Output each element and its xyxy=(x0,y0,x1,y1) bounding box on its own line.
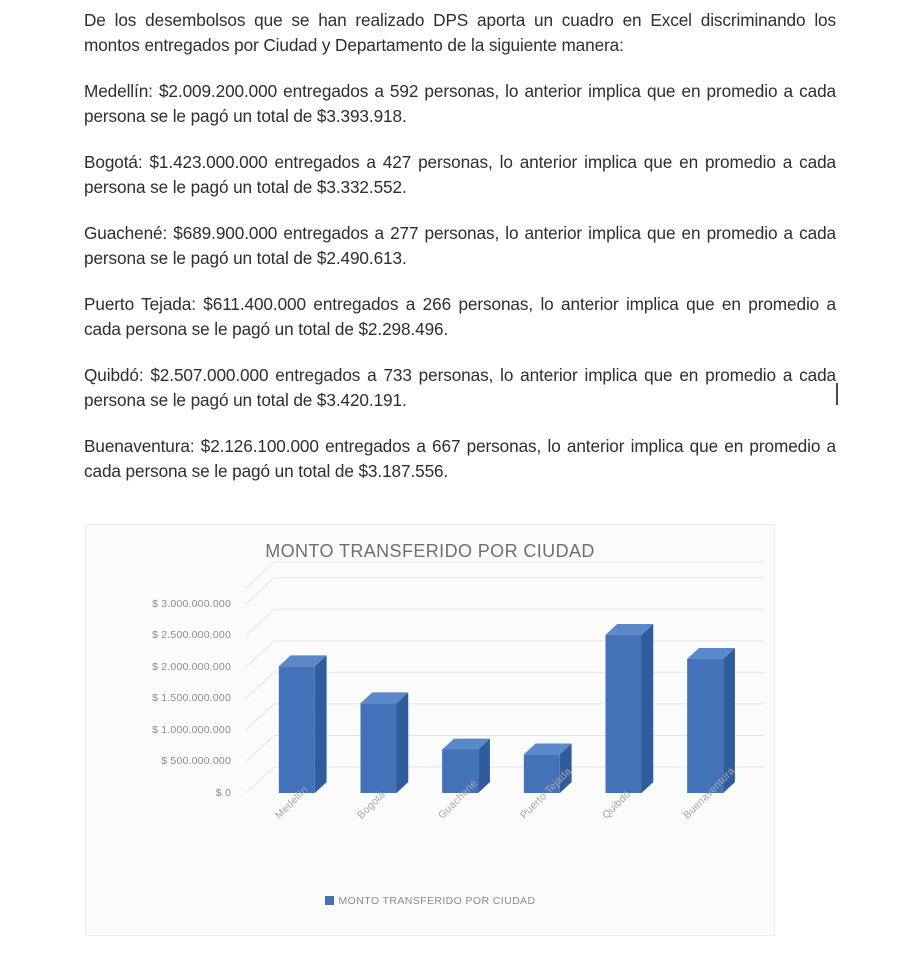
x-axis-tick-label: Medellín xyxy=(272,783,311,822)
legend-label: MONTO TRANSFERIDO POR CIUDAD xyxy=(338,895,536,907)
paragraph-buenaventura: Buenaventura: $2.126.100.000 entregados a 667 personas, lo anterior implica que en promedio a cada persona se le pagó un total de $3.187.556. xyxy=(84,436,836,481)
chart-x-axis xyxy=(86,525,775,936)
legend-swatch-icon xyxy=(325,896,334,905)
paragraph-quibdo xyxy=(84,363,836,413)
paragraph-bogota: Bogotá: $1.423.000.000 entregados a 427 personas, lo anterior implica que en promedio a cada persona se le pagó un total de $3.332.552. xyxy=(84,152,836,197)
x-axis-tick-label: Puerto Tejada xyxy=(517,765,574,822)
x-axis-tick-label: Buenaventura xyxy=(681,765,738,822)
text-caret xyxy=(836,383,838,405)
x-axis-tick-label: Guachené xyxy=(436,777,481,822)
y-axis-tick-label: $ 1.000.000.000 xyxy=(152,723,231,736)
document-body xyxy=(84,8,836,484)
y-axis-tick-label: $ 500.000.000 xyxy=(161,755,231,768)
y-axis-tick-label: $ 3.000.000.000 xyxy=(152,597,231,610)
x-axis-tick-label: Quibdó xyxy=(599,788,633,822)
y-axis-tick-label: $ 2.000.000.000 xyxy=(152,660,231,673)
paragraph-guachene: Guachené: $689.900.000 entregados a 277 personas, lo anterior implica que en promedio a cada persona se le pagó un total de $2.490.613. xyxy=(84,223,836,268)
y-axis-tick-label: $ 0 xyxy=(215,787,231,799)
paragraph-quibdo-text: Quibdó: $2.507.000.000 entregados a 733 personas, lo anterior implica que en promedio a cada persona se le pagó un total de $3.420.191. xyxy=(84,365,836,410)
paragraph-intro: De los desembolsos que se han realizado DPS aporta un cuadro en Excel discriminando los montos entregados por Ciudad y Departamento de la siguiente manera: xyxy=(84,10,836,55)
paragraph-medellin: Medellín: $2.009.200.000 entregados a 592 personas, lo anterior implica que en promedio a cada persona se le pagó un total de $3.393.918. xyxy=(84,81,836,126)
chart-title: MONTO TRANSFERIDO POR CIUDAD xyxy=(265,541,595,561)
paragraph-puerto-tejada: Puerto Tejada: $611.400.000 entregados a 266 personas, lo anterior implica que en promedio a cada persona se le pagó un total de $2.298.496. xyxy=(84,294,836,339)
y-axis-tick-label: $ 2.500.000.000 xyxy=(152,629,231,642)
x-axis-tick-label: Bogotá xyxy=(354,788,388,822)
chart-container xyxy=(85,524,775,936)
y-axis-tick-label: $ 1.500.000.000 xyxy=(152,692,231,705)
chart-legend xyxy=(86,895,774,907)
